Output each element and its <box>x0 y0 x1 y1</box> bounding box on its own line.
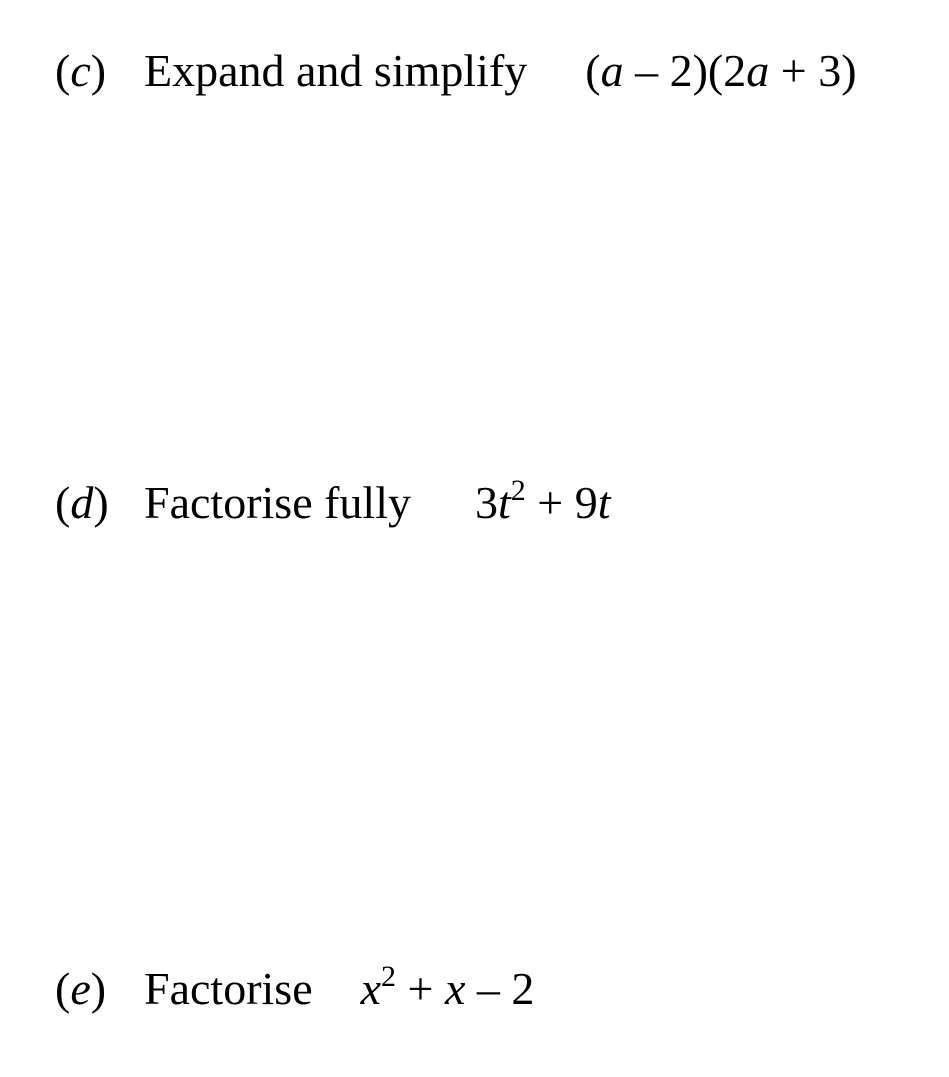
expr-part: 3 <box>475 477 498 528</box>
expr-variable: x <box>445 963 466 1014</box>
label-letter: d <box>70 477 94 528</box>
expr-part: – 2)(2 <box>623 45 747 96</box>
part-label-e <box>55 963 144 1014</box>
expr-variable: a <box>746 45 770 96</box>
expr-variable: t <box>498 477 511 528</box>
label-letter: e <box>70 963 91 1014</box>
label-close: ) <box>93 477 109 528</box>
expr-part: + <box>396 963 445 1014</box>
expr-exponent: 2 <box>510 474 526 507</box>
expr-variable: t <box>597 477 611 528</box>
expression-d <box>475 474 611 528</box>
label-letter: c <box>70 45 91 96</box>
label-open: ( <box>55 45 71 96</box>
expr-part: + 3) <box>769 45 857 96</box>
question-c <box>55 45 857 96</box>
expr-part: ( <box>585 45 601 96</box>
expr-variable: a <box>600 45 624 96</box>
expr-part: – 2 <box>465 963 535 1014</box>
expression-c <box>585 45 857 96</box>
part-label-d <box>55 477 144 528</box>
expr-exponent: 2 <box>381 960 397 993</box>
instruction-c: Expand and simplify <box>144 45 528 96</box>
expression-e <box>360 960 535 1014</box>
instruction-d: Factorise fully <box>144 477 411 528</box>
expr-variable: x <box>360 963 382 1014</box>
label-open: ( <box>55 477 71 528</box>
label-close: ) <box>90 963 107 1014</box>
part-label-c <box>55 45 144 96</box>
expr-part: + 9 <box>525 477 598 528</box>
label-open: ( <box>55 963 71 1014</box>
question-d <box>55 474 611 528</box>
instruction-e: Factorise <box>144 963 313 1014</box>
label-close: ) <box>90 45 107 96</box>
question-e <box>55 960 535 1014</box>
